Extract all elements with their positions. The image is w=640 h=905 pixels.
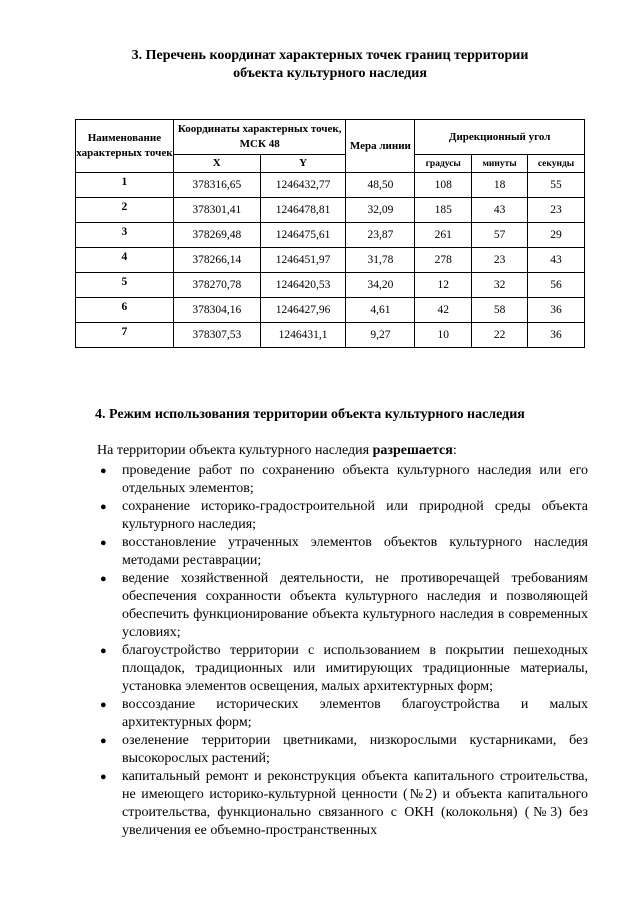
- cell-measure: 23,87: [346, 223, 415, 248]
- bullet-icon: ●: [100, 699, 107, 711]
- cell-minutes: 58: [472, 298, 528, 323]
- header-y: Y: [260, 155, 346, 173]
- bullet-icon: ●: [100, 537, 107, 549]
- cell-seconds: 29: [528, 223, 585, 248]
- header-seconds: секунды: [528, 155, 585, 173]
- cell-y: 1246427,96: [260, 298, 346, 323]
- cell-seconds: 55: [528, 173, 585, 198]
- cell-x: 378301,41: [173, 198, 260, 223]
- cell-minutes: 23: [472, 248, 528, 273]
- table-row: [76, 248, 585, 273]
- list-item: [98, 642, 588, 696]
- list-item: [98, 696, 588, 732]
- cell-degrees: 185: [415, 198, 472, 223]
- table-row: [76, 273, 585, 298]
- cell-degrees: 278: [415, 248, 472, 273]
- cell-measure: 4,61: [346, 298, 415, 323]
- table-row: [76, 298, 585, 323]
- cell-seconds: 43: [528, 248, 585, 273]
- section-3-title-line2: объекта культурного наследия: [233, 66, 427, 81]
- cell-y: 1246475,61: [260, 223, 346, 248]
- table-row: [76, 198, 585, 223]
- cell-point: 4: [76, 248, 174, 273]
- cell-x: 378270,78: [173, 273, 260, 298]
- table-row: [76, 173, 585, 198]
- section-4-intro: [97, 443, 457, 459]
- bullet-icon: ●: [100, 645, 107, 657]
- header-coordinates: Координаты характерных точек, МСК 48: [173, 120, 346, 155]
- cell-minutes: 22: [472, 323, 528, 348]
- bullet-icon: ●: [100, 501, 107, 513]
- cell-degrees: 10: [415, 323, 472, 348]
- list-item: [98, 768, 588, 840]
- cell-point: 7: [76, 323, 174, 348]
- cell-x: 378269,48: [173, 223, 260, 248]
- header-point-name: Наименование характерных точек: [76, 120, 174, 173]
- intro-prefix: На территории объекта культурного наследия: [97, 443, 373, 458]
- cell-measure: 31,78: [346, 248, 415, 273]
- bullet-icon: ●: [100, 465, 107, 477]
- bullet-icon: ●: [100, 573, 107, 585]
- cell-x: 378307,53: [173, 323, 260, 348]
- cell-degrees: 12: [415, 273, 472, 298]
- list-item: [98, 570, 588, 642]
- cell-point: 1: [76, 173, 174, 198]
- cell-x: 378304,16: [173, 298, 260, 323]
- cell-point: 2: [76, 198, 174, 223]
- cell-measure: 34,20: [346, 273, 415, 298]
- intro-bold-word: разрешается: [372, 443, 453, 458]
- cell-y: 1246451,97: [260, 248, 346, 273]
- list-item: [98, 462, 588, 498]
- section-3-title-line1: 3. Перечень координат характерных точек границ территории: [131, 48, 529, 63]
- list-item-text: проведение работ по сохранению объекта культурного наследия или его отдельных элементов;: [122, 463, 588, 496]
- cell-point: 6: [76, 298, 174, 323]
- bullet-icon: ●: [100, 771, 107, 783]
- header-x: X: [173, 155, 260, 173]
- list-item-text: воссоздание исторических элементов благоустройства и малых архитектурных форм;: [122, 697, 588, 730]
- cell-x: 378316,65: [173, 173, 260, 198]
- bullet-icon: ●: [100, 735, 107, 747]
- intro-suffix: :: [452, 443, 457, 458]
- header-angle: Дирекционный угол: [415, 120, 585, 155]
- cell-y: 1246478,81: [260, 198, 346, 223]
- list-item-text: ведение хозяйственной деятельности, не противоречащей требованиям обеспечения сохранности объекта культурного наследия и позволяющей обеспечить функционирование объекта культурного наследия в современных условиях;: [122, 571, 588, 640]
- table-row: [76, 223, 585, 248]
- table-row: [76, 323, 585, 348]
- cell-minutes: 57: [472, 223, 528, 248]
- header-degrees: градусы: [415, 155, 472, 173]
- list-item-text: восстановление утраченных элементов объектов культурного наследия методами реставрации;: [122, 535, 588, 568]
- header-minutes: минуты: [472, 155, 528, 173]
- coordinates-table: [75, 119, 585, 348]
- list-item: [98, 534, 588, 570]
- cell-seconds: 36: [528, 323, 585, 348]
- section-3-title: [80, 47, 580, 83]
- cell-x: 378266,14: [173, 248, 260, 273]
- cell-minutes: 43: [472, 198, 528, 223]
- cell-y: 1246420,53: [260, 273, 346, 298]
- list-item-text: сохранение историко-градостроительной или природной среды объекта культурного наследия;: [122, 499, 588, 532]
- cell-seconds: 23: [528, 198, 585, 223]
- cell-degrees: 261: [415, 223, 472, 248]
- list-item-text: благоустройство территории с использованием в покрытии пешеходных площадок, традиционных или имитирующих традиционные материалы, установка элементов освещения, малых архитектурных форм;: [122, 643, 588, 694]
- header-measure: Мера линии: [346, 120, 415, 173]
- cell-seconds: 36: [528, 298, 585, 323]
- permitted-activities-list: [98, 462, 588, 840]
- cell-y: 1246432,77: [260, 173, 346, 198]
- list-item: [98, 498, 588, 534]
- cell-point: 3: [76, 223, 174, 248]
- cell-measure: 9,27: [346, 323, 415, 348]
- cell-y: 1246431,1: [260, 323, 346, 348]
- cell-seconds: 56: [528, 273, 585, 298]
- list-item: [98, 732, 588, 768]
- cell-measure: 48,50: [346, 173, 415, 198]
- cell-degrees: 42: [415, 298, 472, 323]
- cell-point: 5: [76, 273, 174, 298]
- section-4-title: 4. Режим использования территории объекта культурного наследия: [95, 407, 525, 422]
- cell-minutes: 32: [472, 273, 528, 298]
- list-item-text: капитальный ремонт и реконструкция объекта капитального строительства, не имеющего историко-культурной ценности (№2) и объекта капитального строительства, функционально связанного с ОКН (колокольня) (№3) без увеличения ее объемно-пространственных: [122, 769, 588, 838]
- cell-degrees: 108: [415, 173, 472, 198]
- cell-measure: 32,09: [346, 198, 415, 223]
- cell-minutes: 18: [472, 173, 528, 198]
- list-item-text: озеленение территории цветниками, низкорослыми кустарниками, без высокорослых растений;: [122, 733, 588, 766]
